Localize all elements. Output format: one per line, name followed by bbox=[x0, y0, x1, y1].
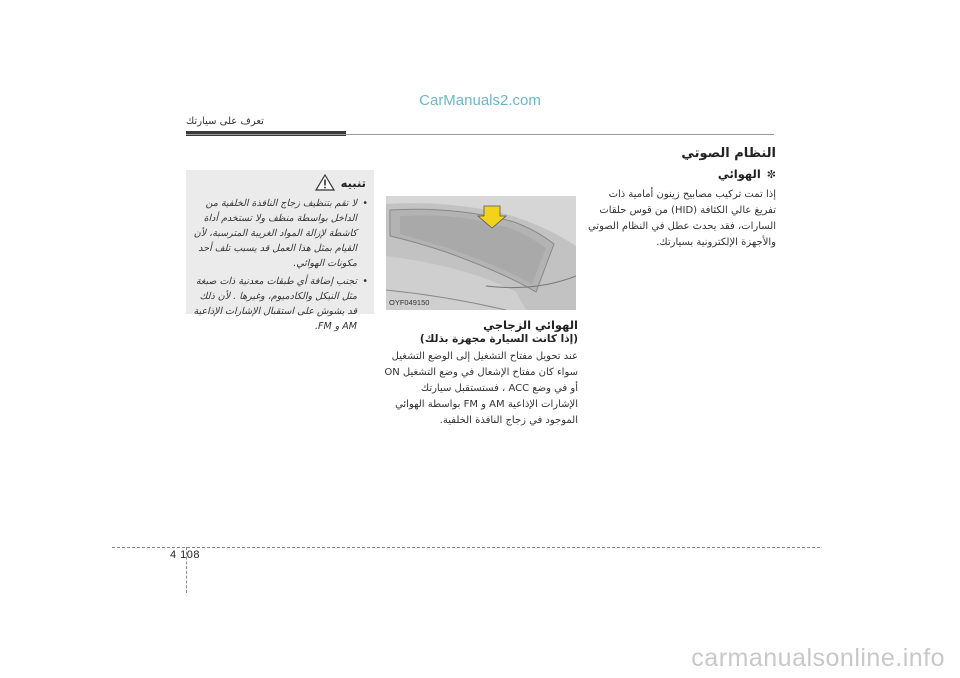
hid-note-paragraph: إذا تمت تركيب مصابيح زينون أمامية ذات تفريغ عالي الكثافة (HID) من قوس حلقات السارات، فقد يحدث عطل في النظام الصوتي والأجهزة الإلكترونية بسيارتك. bbox=[587, 189, 776, 248]
caution-title: تنبيه bbox=[340, 175, 366, 190]
caution-box bbox=[186, 170, 374, 332]
car-rear-illustration bbox=[386, 196, 576, 310]
bullet-icon: • bbox=[362, 276, 368, 287]
watermark-top: CarManuals2.com bbox=[419, 92, 541, 109]
glass-antenna-title: الهوائي الزجاجي bbox=[483, 318, 578, 332]
watermark-bottom: carmanualsonline.info bbox=[691, 644, 945, 672]
bullet-icon: • bbox=[362, 198, 368, 209]
glass-antenna-subtitle: (إذا كانت السيارة مجهزة بذلك) bbox=[419, 333, 578, 345]
caution-header bbox=[315, 174, 366, 191]
audio-system-section bbox=[584, 142, 776, 251]
glass-antenna-paragraph: عند تحويل مفتاح التشغيل إلى الوضع التشغيل سواء كان مفتاح الإشعال في وضع التشغيل ON أو في وضع ACC ، فستستقبل سيارتك الإشارات الإذاعية AM و FM بواسطة الهوائي الموجود في زجاج النافذة الخلفية. bbox=[384, 351, 578, 426]
caution-item-text: تجنب إضافة أي طبقات معدنية ذات صبغة مثل النيكل والكادميوم، وغيرها . لأن ذلك قد يشوش على استقبال الإشارات الإذاعية AM و FM. bbox=[193, 276, 357, 332]
caution-item-text: لا تقم بتنظيف زجاج النافذة الخلفية من الداخل بواسطة منظف ولا تستخدم أداة كاشطة لإزالة المواد الغريبة المترسبة، لأن القيام بمثل هذا العمل قد يسبب تلف أحد مكونات الهوائي. bbox=[193, 198, 357, 269]
warning-triangle-icon bbox=[315, 174, 335, 191]
section-title: النظام الصوتي bbox=[681, 146, 776, 161]
page-number: 4 108 bbox=[170, 549, 201, 561]
subtitle-text: الهوائي bbox=[717, 167, 761, 181]
glass-antenna-section bbox=[384, 318, 578, 429]
asterisk-icon: ✼ bbox=[766, 168, 776, 181]
section-header: تعرف على سيارتك bbox=[186, 116, 264, 127]
caution-item bbox=[192, 196, 368, 271]
caution-list bbox=[192, 196, 368, 337]
section-subtitle bbox=[584, 167, 776, 181]
footer-rule bbox=[112, 547, 820, 548]
rear-window-antenna-figure bbox=[386, 196, 576, 310]
header-rule bbox=[186, 134, 774, 135]
caution-item bbox=[192, 274, 368, 334]
figure-code: OYF049150 bbox=[389, 298, 430, 307]
